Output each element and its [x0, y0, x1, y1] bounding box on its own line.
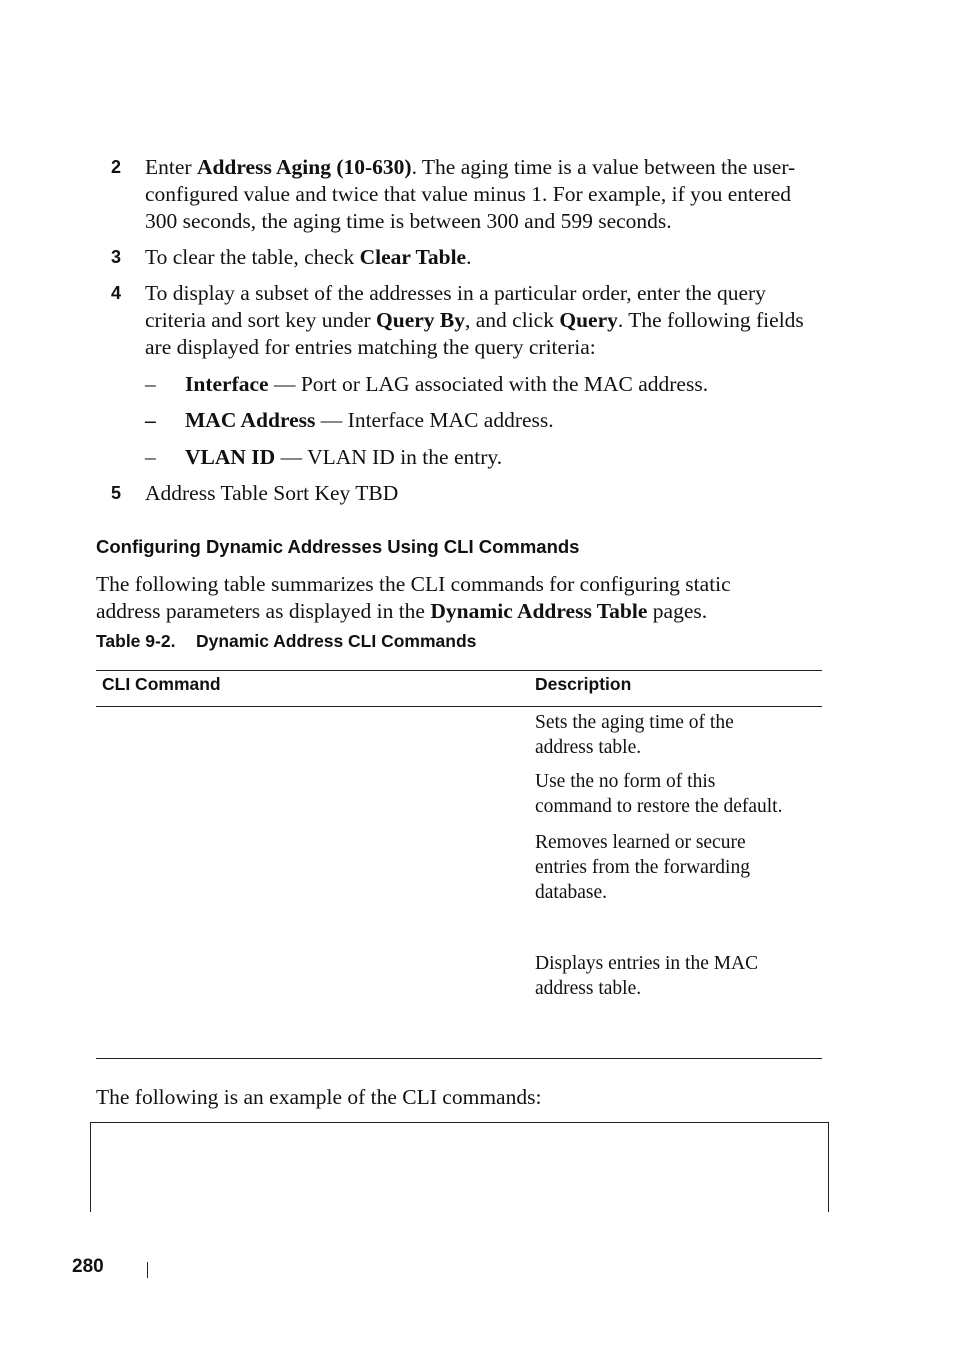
- page-number: 280: [72, 1256, 104, 1277]
- table-caption-label: Table 9-2.: [96, 631, 176, 651]
- list-term: VLAN ID: [185, 445, 276, 469]
- code-example-box: [90, 1122, 829, 1212]
- list-dash: –: [145, 408, 156, 432]
- description-line: Displays entries in the MAC: [535, 953, 759, 974]
- table-header-rule: [96, 706, 822, 707]
- step-number: 3: [111, 247, 122, 267]
- step-text-run: .: [466, 245, 472, 269]
- list-dash: –: [145, 445, 156, 469]
- table-cell-description: [535, 710, 825, 760]
- table-cell-description: [535, 951, 825, 1001]
- list-item-vlan-id: [185, 444, 502, 471]
- description-line: entries from the forwarding: [535, 857, 750, 878]
- list-desc: — Interface MAC address.: [315, 408, 554, 432]
- step-4-text: [145, 280, 835, 361]
- table-caption-title: Dynamic Address CLI Commands: [196, 631, 477, 651]
- list-item-mac-address: [185, 407, 554, 434]
- intro-bold: Dynamic Address Table: [430, 599, 648, 623]
- footer-divider: [147, 1262, 148, 1278]
- description-line: command to restore the default.: [535, 796, 783, 817]
- step-text-run: To display a subset of the addresses in a particular order, enter the query: [145, 281, 766, 305]
- list-term: MAC Address: [185, 408, 316, 432]
- table-bottom-rule: [96, 1058, 822, 1059]
- list-desc: — VLAN ID in the entry.: [275, 445, 503, 469]
- step-5-text: Address Table Sort Key TBD: [145, 481, 399, 505]
- step-3-text: [145, 244, 835, 271]
- intro-text: pages.: [647, 599, 708, 623]
- step-bold-term: Address Aging (10-630): [196, 155, 412, 179]
- step-2-text: [145, 154, 835, 235]
- step-text-run: . The aging time is a value between the user-: [411, 155, 796, 179]
- step-line: [145, 244, 835, 271]
- step-line: [145, 334, 835, 361]
- list-item-interface: [185, 371, 708, 398]
- intro-text: address parameters as displayed in the: [96, 599, 431, 623]
- step-bold-term: Clear Table: [359, 245, 467, 269]
- step-bold-term: Query: [559, 308, 618, 332]
- list-term: Interface: [185, 372, 269, 396]
- description-line: database.: [535, 882, 608, 903]
- step-line: [145, 181, 835, 208]
- table-header-description: Description: [535, 674, 632, 694]
- step-text-run: are displayed for entries matching the query criteria:: [145, 335, 596, 359]
- step-text-run: , and click: [465, 308, 560, 332]
- step-number: 4: [111, 283, 122, 303]
- description-line: address table.: [535, 978, 642, 999]
- step-text-run: . The following fields: [617, 308, 804, 332]
- description-line: address table.: [535, 737, 642, 758]
- example-intro: The following is an example of the CLI commands:: [96, 1085, 542, 1109]
- step-number: 2: [111, 157, 122, 177]
- step-bold-term: Query By: [376, 308, 466, 332]
- step-line: [145, 307, 835, 334]
- step-line: [145, 208, 835, 235]
- table-header-command: CLI Command: [102, 674, 221, 694]
- step-text-run: Enter: [145, 155, 197, 179]
- list-desc: — Port or LAG associated with the MAC address.: [268, 372, 709, 396]
- list-dash: –: [145, 372, 156, 396]
- table-cell-description: [535, 769, 825, 819]
- description-line: Sets the aging time of the: [535, 712, 734, 733]
- step-number: 5: [111, 483, 122, 503]
- step-line: [145, 154, 835, 181]
- description-line: Use the no form of this: [535, 771, 716, 792]
- table-cell-description: [535, 830, 825, 905]
- description-line: Removes learned or secure: [535, 832, 746, 853]
- step-text-run: configured value and twice that value minus 1. For example, if you entered: [145, 182, 791, 206]
- table-top-rule: [96, 670, 822, 671]
- section-heading: Configuring Dynamic Addresses Using CLI Commands: [96, 536, 580, 557]
- intro-line-1: The following table summarizes the CLI commands for configuring static: [96, 572, 731, 596]
- step-text-run: To clear the table, check: [145, 245, 360, 269]
- step-text-run: criteria and sort key under: [145, 308, 377, 332]
- step-line: [145, 280, 835, 307]
- step-text-run: 300 seconds, the aging time is between 300 and 599 seconds.: [145, 209, 672, 233]
- intro-line-2: [96, 598, 707, 625]
